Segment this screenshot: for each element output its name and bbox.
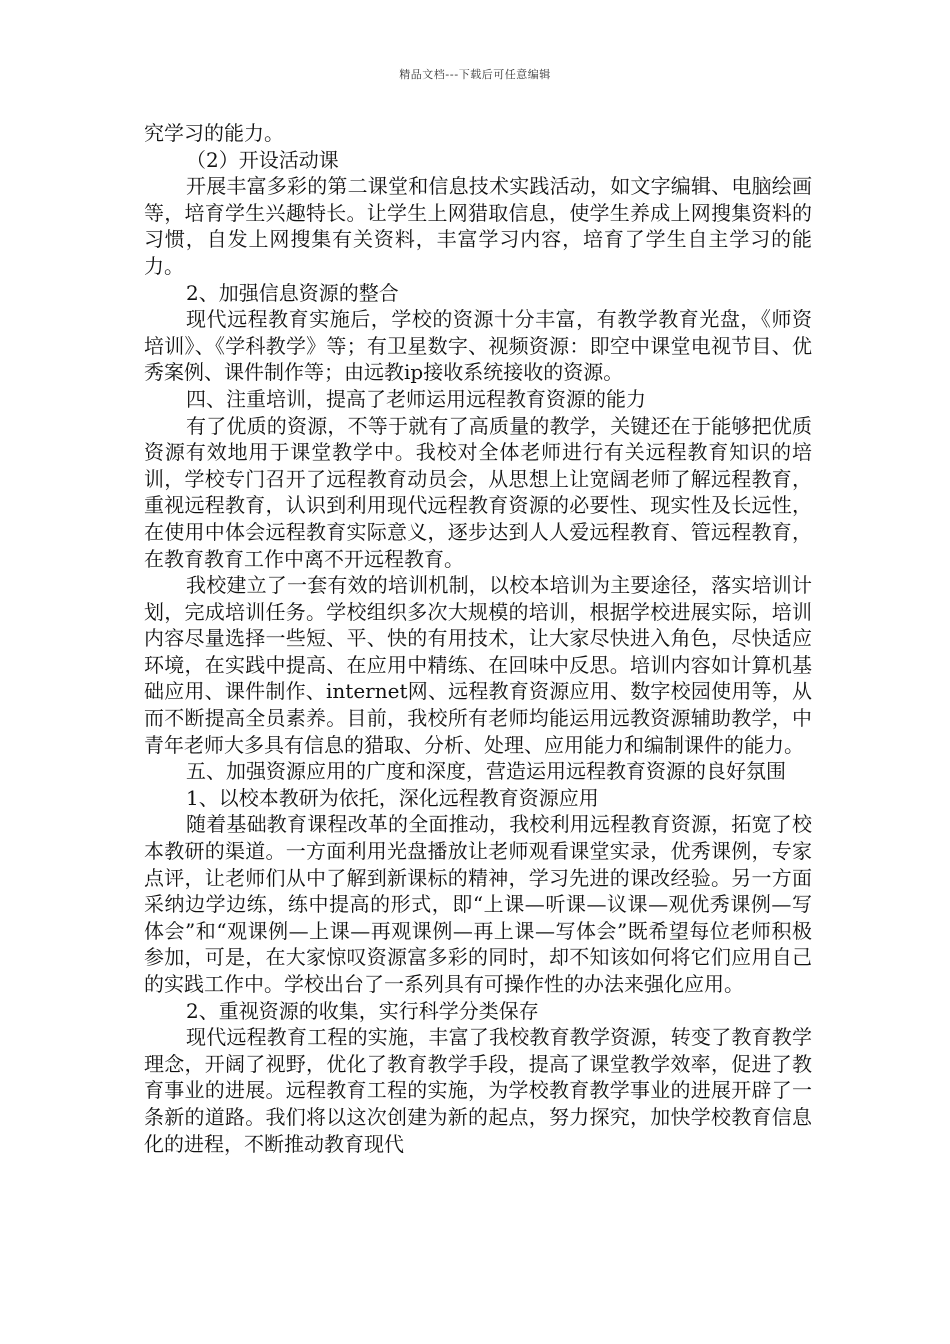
subheading: 2、加强信息资源的整合 bbox=[186, 280, 399, 305]
paragraph: 我校建立了一套有效的培训机制，以校本培训为主要途径，落实培训计划，完成培训任务。学校组织多次大规模的培训，根据学校进展实际，培训内容尽量选择一些短、平、快的有用技术，让大家尽快进入角色，尽快适应环境，在实践中提高、在应用中精练、在回味中反思。培训内容如计算机基础应用、课件制作、internet网、远程教育资源应用、数字校园使用等，从而不断提高全员素养。目前，我校所有老师均能运用远教资源辅助教学，中青年老师大多具有信息的猎取、分析、处理、应用能力和编制课件的能力。 bbox=[144, 573, 812, 757]
paragraph: 现代远程教育工程的实施，丰富了我校教育教学资源，转变了教育教学理念，开阔了视野，优化了教育教学手段，提高了课堂教学效率，促进了教育事业的进展。远程教育工程的实施，为学校教育教学事业的进展开辟了一条新的道路。我们将以这次创建为新的起点，努力探究，加快学校教育信息化的进程，不断推动教育现代 bbox=[144, 1025, 812, 1156]
paragraph: 有了优质的资源，不等于就有了高质量的教学，关键还在于能够把优质资源有效地用于课堂教学中。我校对全体老师进行有关远程教育知识的培训，学校专门召开了远程教育动员会，从思想上让宽阔老师了解远程教育，重视远程教育，认识到利用现代远程教育资源的必要性、现实性及长远性，在使用中体会远程教育实际意义，逐步达到人人爱远程教育、管远程教育，在教育教育工作中离不开远程教育。 bbox=[144, 413, 812, 571]
page-header: 精品文档---下载后可任意编辑 bbox=[399, 68, 551, 81]
paragraph: 随着基础教育课程改革的全面推动，我校利用远程教育资源，拓宽了校本教研的渠道。一方面利用光盘播放让老师观看课堂实录，优秀课例，专家点评，让老师们从中了解到新课标的精神，学习先进的课改经验。另一方面采纳边学边练，练中提高的形式，即“上课—听课—议课—观优秀课例—写体会”和“观课例—上课—再观课例—再上课—写体会”既希望每位老师积极参加，可是，在大家惊叹资源富多彩的同时，却不知该如何将它们应用自己的实践工作中。学校出台了一系列具有可操作性的办法来强化应用。 bbox=[144, 812, 812, 996]
subheading: （2）开设活动课 bbox=[186, 147, 339, 172]
paragraph: 究学习的能力。 bbox=[144, 121, 284, 145]
subheading: 1、以校本教研为依托，深化远程教育资源应用 bbox=[186, 785, 599, 810]
paragraph: 现代远程教育实施后，学校的资源十分丰富，有教学教育光盘，《师资培训》、《学科教学》等；有卫星数字、视频资源：即空中课堂电视节目、优秀案例、课件制作等；由远教ip接收系统接收的资源。 bbox=[144, 307, 812, 385]
document-body bbox=[144, 120, 812, 1157]
section-heading: 四、注重培训，提高了老师运用远程教育资源的能力 bbox=[186, 386, 646, 411]
subheading: 2、重视资源的收集，实行科学分类保存 bbox=[186, 998, 539, 1023]
section-heading: 五、加强资源应用的广度和深度，营造运用远程教育资源的良好氛围 bbox=[186, 759, 786, 784]
paragraph: 开展丰富多彩的第二课堂和信息技术实践活动，如文字编辑、电脑绘画等，培育学生兴趣特长。让学生上网猎取信息，使学生养成上网搜集资料的习惯，自发上网搜集有关资料，丰富学习内容，培育了学生自主学习的能力。 bbox=[144, 174, 812, 278]
